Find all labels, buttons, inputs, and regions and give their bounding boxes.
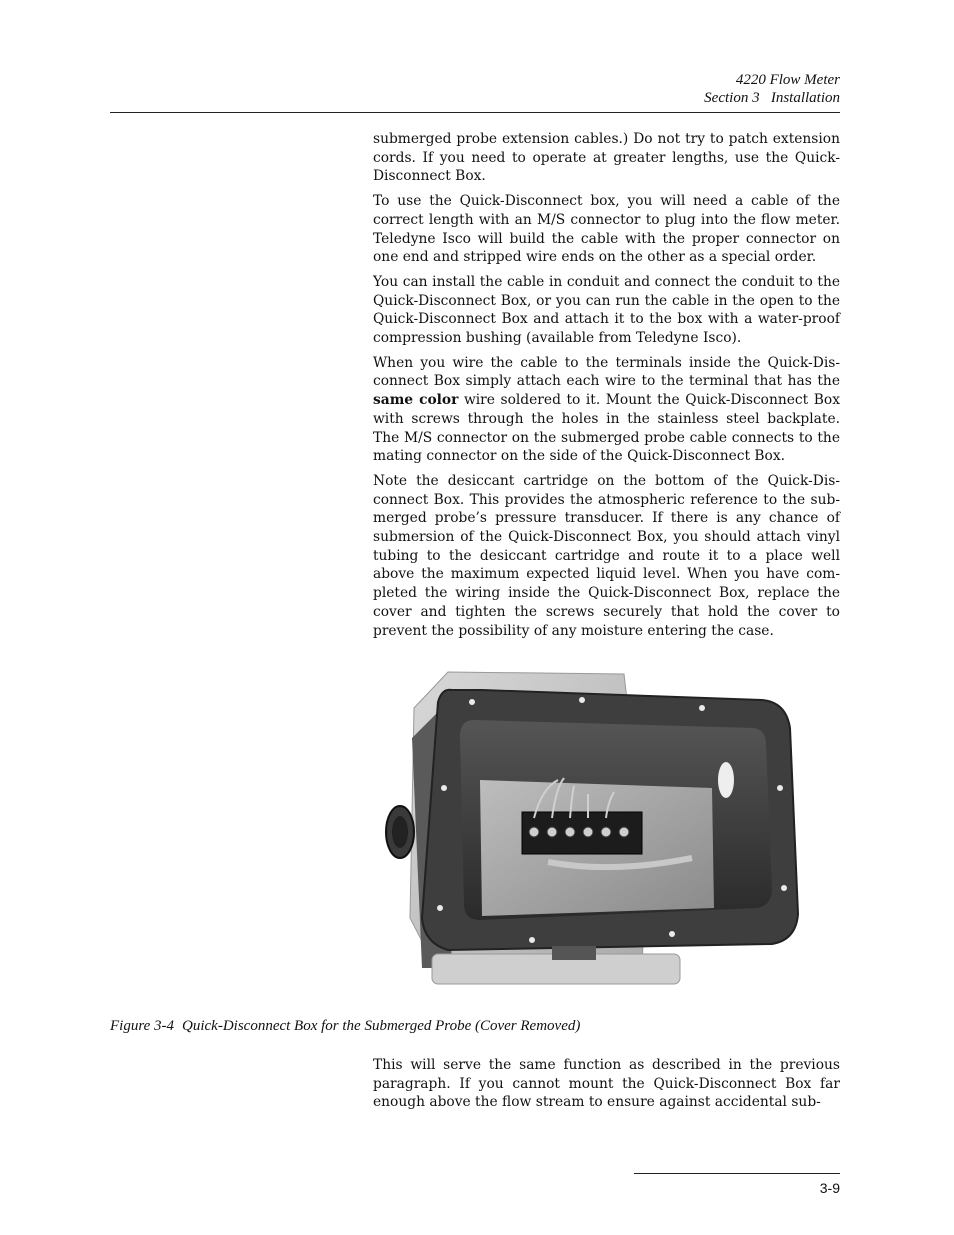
paragraph: submerged probe extension cables.) Do not try to patch extension cords. If you need to operate at greater lengths, use the Quick-Disconnect Box. [373,131,840,185]
running-header [704,71,840,107]
quick-disconnect-box-photo [352,668,822,998]
paragraph: Note the desiccant cartridge on the bottom of the Quick-Dis-connect Box. This provides the atmospheric reference to the sub-merged probe’s pressure transducer. If there is any chance of submersion of the Quick-Disconnect Box, you should attach vinyl tubing to the desiccant cartridge and route it to a place well above the maximum expected liquid level. When you have com-pleted the wiring inside the Quick-Disconnect Box, replace the cover and tighten the screws securely that hold the cover to prevent the possibility of any moisture entering the case. [373,472,840,639]
footer-rule [634,1173,840,1174]
header-title: 4220 Flow Meter [735,72,840,88]
body-text-continued [373,1056,840,1112]
paragraph: This will serve the same function as described in the previous paragraph. If you cannot mount the Quick-Disconnect Box far enough above the flow stream to ensure against accidental sub- [373,1057,840,1111]
page-number: 3-9 [819,1180,840,1196]
figure-number: Figure 3-4 [110,1018,175,1034]
figure-title: Quick-Disconnect Box for the Submerged Probe (Cover Removed) [182,1018,581,1034]
paragraph-text: When you wire the cable to the terminals inside the Quick-Dis-connect Box simply attach each wire to the terminal that has the [373,354,840,390]
emphasis-text: same color [373,392,459,409]
figure-caption [110,1018,580,1035]
body-text [373,130,840,646]
header-section: Section 3 Installation [704,90,840,106]
paragraph [373,354,840,466]
header-rule [110,112,840,113]
paragraph-text: wire soldered to it. Mount the Quick-Disconnect Box with screws through the holes in the stainless steel backplate. The M/S connector on the submerged probe cable connects to the mating connector on the side of the Quick-Disconnect Box. [373,392,840,465]
paragraph: To use the Quick-Disconnect box, you will need a cable of the correct length with an M/S connector to plug into the flow meter. Teledyne Isco will build the cable with the proper connector on one end and stripped wire ends on the other as a special order. [373,193,840,266]
paragraph: You can install the cable in conduit and connect the conduit to the Quick-Disconnect Box, or you can run the cable in the open to the Quick-Disconnect Box and attach it to the box with a water-proof compression bushing (available from Teledyne Isco). [373,273,840,347]
